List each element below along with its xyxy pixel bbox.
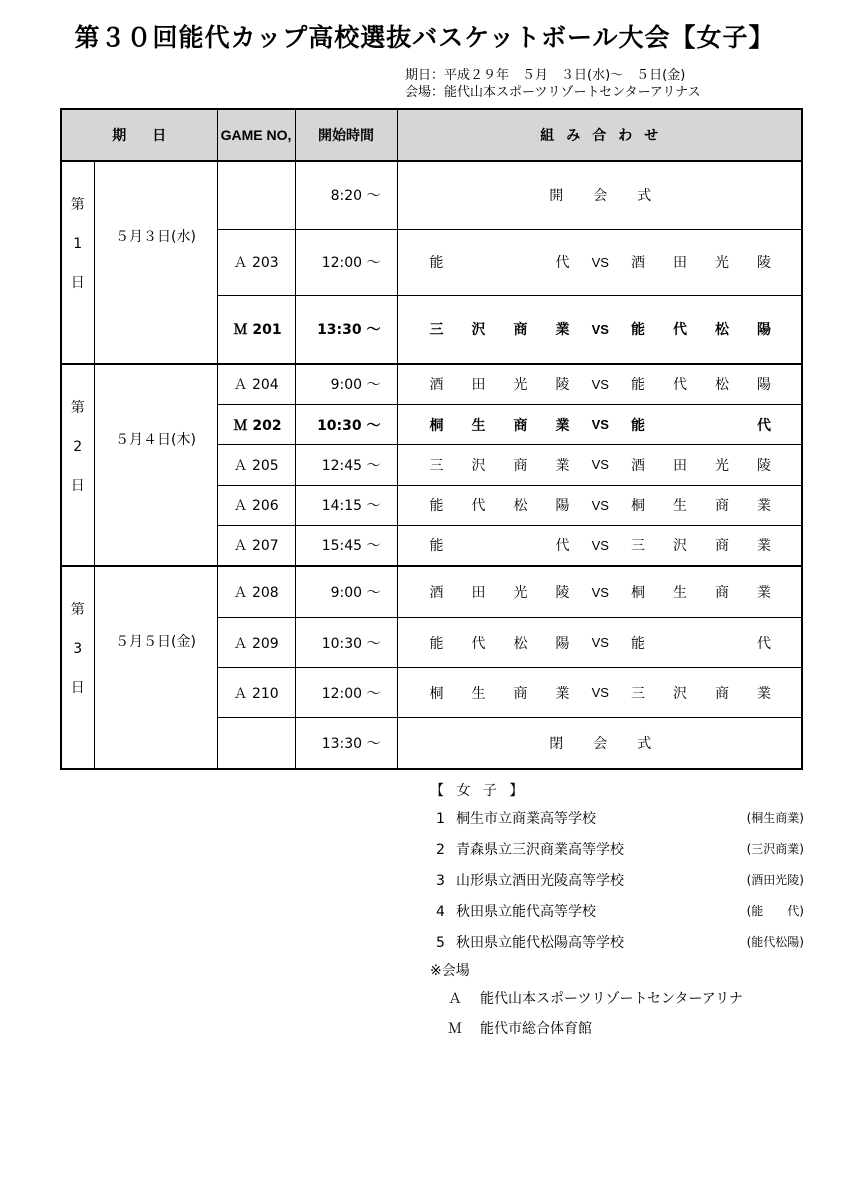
day-label-char: 第 — [70, 399, 85, 416]
start-time: 10:30 ～ — [295, 618, 397, 668]
game-number: Ａ 204 — [217, 364, 295, 405]
matchup-row — [430, 455, 772, 475]
team-name: 三 沢 商 業 — [429, 322, 570, 339]
game-number: Ａ 207 — [217, 525, 295, 566]
day-date: ５月４日(木) — [94, 364, 217, 567]
school-item — [436, 808, 804, 828]
header-date: 期日 — [61, 109, 217, 161]
vs-label: VS — [591, 376, 609, 392]
day-date: ５月５日(金) — [94, 566, 217, 769]
matchup-row — [430, 633, 772, 653]
school-number: 4 — [436, 904, 445, 920]
school-abbr: (能 代) — [746, 904, 804, 918]
game-number — [217, 161, 295, 229]
game-number: Ａ 206 — [217, 485, 295, 525]
matchup — [397, 405, 802, 445]
day-label-char: 第 — [70, 602, 85, 619]
ceremony-text: 閉会式 — [549, 736, 682, 753]
game-number — [217, 718, 295, 769]
team-name: 能 代 — [631, 417, 771, 434]
day-label-char: 3 — [73, 641, 83, 658]
day-label-char: 1 — [73, 236, 83, 252]
venue-title: ※会場 — [430, 963, 470, 979]
day-label-char: 日 — [70, 680, 85, 697]
school-name: 青森県立三沢商業高等学校 — [456, 842, 624, 858]
day-label — [61, 161, 94, 364]
event-period: 期日：平成２９年 ５月 ３日(水)～ ５日(金) — [405, 68, 686, 83]
matchup — [397, 718, 802, 769]
vs-label: VS — [591, 321, 609, 337]
day-date: ５月３日(水) — [94, 161, 217, 364]
vs-label: VS — [591, 497, 609, 513]
school-item — [436, 839, 804, 859]
game-number: Ｍ 202 — [217, 405, 295, 445]
team-name: 酒 田 光 陵 — [631, 457, 771, 474]
venue-name: 能代市総合体育館 — [480, 1021, 592, 1037]
matchup-row — [430, 495, 772, 515]
team-name: 桐 生 商 業 — [429, 417, 570, 434]
table-row — [61, 161, 802, 229]
start-time: 9:00 ～ — [295, 566, 397, 617]
header-start-time: 開始時間 — [295, 109, 397, 161]
team-name: 能 代 松 陽 — [631, 377, 771, 394]
start-time: 10:30 ～ — [295, 405, 397, 445]
matchup-row — [430, 252, 772, 272]
venue-name: 能代山本スポーツリゾートセンターアリナ — [480, 991, 743, 1007]
game-number: Ａ 210 — [217, 668, 295, 718]
matchup-row — [430, 319, 772, 339]
matchup-row — [430, 582, 772, 602]
matchup — [397, 668, 802, 718]
vs-label: VS — [591, 685, 609, 701]
start-time: 14:15 ～ — [295, 485, 397, 525]
game-number: Ａ 209 — [217, 618, 295, 668]
venue-code: Ａ — [448, 991, 462, 1007]
team-name: 能 代 — [429, 255, 570, 272]
team-name: 酒 田 光 陵 — [631, 255, 771, 272]
start-time: 12:00 ～ — [295, 229, 397, 296]
team-name: 酒 田 光 陵 — [429, 377, 570, 394]
team-name: 三 沢 商 業 — [631, 538, 771, 555]
matchup — [397, 229, 802, 296]
team-name: 桐 生 商 業 — [429, 685, 570, 702]
team-name: 三 沢 商 業 — [429, 457, 570, 474]
school-name: 桐生市立商業高等学校 — [456, 811, 596, 827]
game-number: Ａ 203 — [217, 229, 295, 296]
matchup — [397, 296, 802, 364]
vs-label: VS — [591, 537, 609, 553]
start-time: 12:45 ～ — [295, 445, 397, 485]
matchup — [397, 161, 802, 229]
table-row — [61, 566, 802, 617]
school-name: 秋田県立能代松陽高等学校 — [456, 935, 624, 951]
vs-label: VS — [591, 417, 609, 433]
matchup-row — [430, 535, 772, 555]
matchup — [397, 618, 802, 668]
schedule-table — [60, 108, 803, 770]
day-label-char: 2 — [73, 438, 83, 455]
school-number: 2 — [436, 842, 445, 858]
day-label — [61, 566, 94, 769]
matchup-row — [430, 415, 772, 435]
vs-label: VS — [591, 254, 609, 270]
vs-label: VS — [591, 584, 609, 600]
school-number: 3 — [436, 873, 445, 889]
school-abbr: (能代松陽) — [746, 935, 804, 949]
start-time: 8:20 ～ — [295, 161, 397, 229]
school-number: 5 — [436, 935, 445, 951]
game-number: Ａ 208 — [217, 566, 295, 617]
day-label-char: 第 — [70, 197, 85, 213]
school-item — [436, 901, 804, 921]
school-name: 山形県立酒田光陵高等学校 — [456, 873, 624, 889]
legend-title: 【 女 子 】 — [430, 783, 528, 799]
school-abbr: (酒田光陵) — [746, 873, 804, 887]
start-time: 9:00 ～ — [295, 364, 397, 405]
team-name: 能 代 — [429, 538, 570, 555]
matchup — [397, 485, 802, 525]
matchup — [397, 566, 802, 617]
school-name: 秋田県立能代高等学校 — [456, 904, 596, 920]
team-name: 能 代 松 陽 — [429, 635, 570, 652]
start-time: 13:30 ～ — [295, 718, 397, 769]
team-name: 桐 生 商 業 — [631, 498, 771, 515]
vs-label: VS — [591, 457, 609, 473]
venue-item — [448, 1018, 592, 1038]
matchup — [397, 445, 802, 485]
vs-label: VS — [591, 635, 609, 651]
matchup-row — [430, 374, 772, 394]
team-name: 桐 生 商 業 — [631, 585, 771, 602]
school-item — [436, 932, 804, 952]
start-time: 12:00 ～ — [295, 668, 397, 718]
day-label-char: 日 — [70, 477, 85, 494]
day-label-char: 日 — [70, 275, 85, 291]
event-venue: 会場：能代山本スポーツリゾートセンターアリナス — [405, 85, 701, 100]
game-number: Ｍ 201 — [217, 296, 295, 364]
page-title: 第３０回能代カップ高校選抜バスケットボール大会【女子】 — [74, 23, 775, 52]
team-name: 三 沢 商 業 — [631, 685, 771, 702]
header-match: 組み合わせ — [397, 109, 802, 161]
school-item — [436, 870, 804, 890]
venue-item — [448, 988, 743, 1008]
day-label — [61, 364, 94, 567]
team-name: 能 代 — [631, 635, 771, 652]
team-name: 能 代 松 陽 — [631, 322, 771, 339]
start-time: 13:30 ～ — [295, 296, 397, 364]
table-header-row — [61, 109, 802, 161]
game-number: Ａ 205 — [217, 445, 295, 485]
school-abbr: (三沢商業) — [746, 842, 804, 856]
ceremony — [430, 733, 772, 753]
table-row — [61, 364, 802, 405]
ceremony — [430, 185, 772, 205]
venue-code: Ｍ — [448, 1021, 462, 1037]
school-number: 1 — [436, 811, 445, 827]
school-abbr: (桐生商業) — [746, 811, 804, 825]
start-time: 15:45 ～ — [295, 525, 397, 566]
team-name: 能 代 松 陽 — [429, 498, 570, 515]
matchup — [397, 364, 802, 405]
matchup-row — [430, 683, 772, 703]
team-name: 酒 田 光 陵 — [429, 585, 570, 602]
matchup — [397, 525, 802, 566]
ceremony-text: 開会式 — [549, 188, 682, 205]
header-game-no: GAME NO, — [217, 109, 295, 161]
